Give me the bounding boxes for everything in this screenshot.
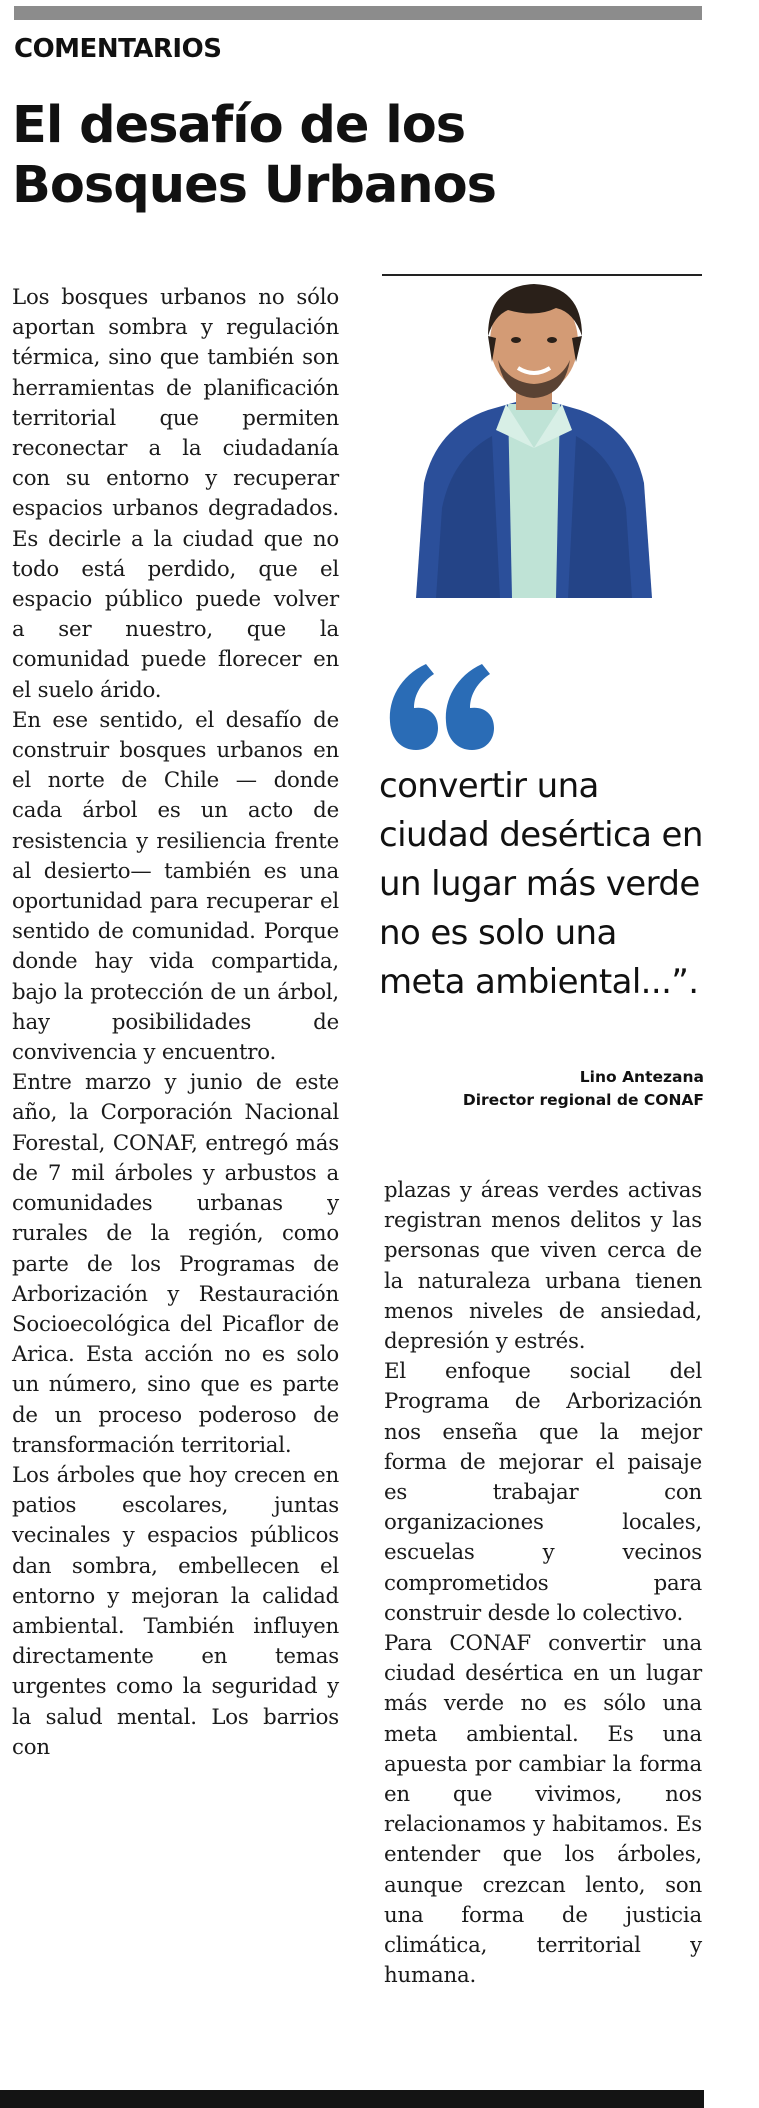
author-photo xyxy=(396,278,672,598)
article-paragraph: En ese sentido, el desafío de construir bosques urbanos en el norte de Chile — donde cada árbol es un acto de resistencia y resiliencia frente al desierto— también es una oportunidad para recuperar el sentido de comunidad. Porque donde hay vida compartida, bajo la protección de un árbol, hay posibilidades de convivencia y encuentro. xyxy=(12,707,339,1066)
article-column-right xyxy=(384,1176,702,1991)
quote-author: Lino Antezana xyxy=(579,1068,704,1086)
quote-mark-icon xyxy=(386,656,496,752)
article-paragraph: Los árboles que hoy crecen en patios escolares, juntas vecinales y espacios públicos dan sombra, embellecen el entorno y mejoran la calidad ambiental. También influyen directamente en temas urgentes como la seguridad y la salud mental. Los barrios con xyxy=(12,1462,339,1760)
bottom-bar xyxy=(0,2090,704,2108)
quote-author-role: Director regional de CONAF xyxy=(462,1091,704,1109)
quote-mark-left xyxy=(390,664,438,750)
quote-mark-right xyxy=(446,664,494,750)
article-paragraph: Entre marzo y junio de este año, la Corporación Nacional Forestal, CONAF, entregó más de 7 mil árboles y arbustos a comunidades urbanas y rurales de la región, como parte de los Programas de Arborización y Restauración Socioecológica del Picaflor de Arica. Esta acción no es solo un número, sino que es parte de un proceso poderoso de transformación territorial. xyxy=(12,1070,339,1458)
pull-quote-text: convertir una ciudad desértica en un lugar más verde no es solo una meta ambiental...”. xyxy=(379,766,703,1002)
photo-top-rule xyxy=(382,274,702,276)
article-column-left xyxy=(12,283,339,1763)
quote-attribution xyxy=(382,1066,704,1112)
article-paragraph: Para CONAF convertir una ciudad desértica en un lugar más verde no es sólo una meta ambiental. Es una apuesta por cambiar la forma en que vivimos, nos relacionamos y habitamos. Es entender que los árboles, aunque crezcan lento, son una forma de justicia climática, territorial y humana. xyxy=(384,1631,702,1989)
article-paragraph: plazas y áreas verdes activas registran menos delitos y las personas que viven cerca de la naturaleza urbana tienen menos niveles de ansiedad, depresión y estrés. xyxy=(384,1178,702,1355)
top-bar xyxy=(14,6,702,20)
article-paragraph: Los bosques urbanos no sólo aportan sombra y regulación térmica, sino que también son herramientas de planificación territorial que permiten reconectar a la ciudadanía con su entorno y recuperar espacios urbanos degradados. Es decirle a la ciudad que no todo está perdido, que el espacio público puede volver a ser nuestro, que la comunidad puede florecer en el suelo árido. xyxy=(12,285,339,703)
article-paragraph: El enfoque social del Programa de Arborización nos enseña que la mejor forma de mejorar el paisaje es trabajar con organizaciones locales, escuelas y vecinos comprometidos para construir desde lo colectivo. xyxy=(384,1359,702,1626)
headline: El desafío de los Bosques Urbanos xyxy=(12,96,496,215)
section-label: COMENTARIOS xyxy=(14,34,222,64)
